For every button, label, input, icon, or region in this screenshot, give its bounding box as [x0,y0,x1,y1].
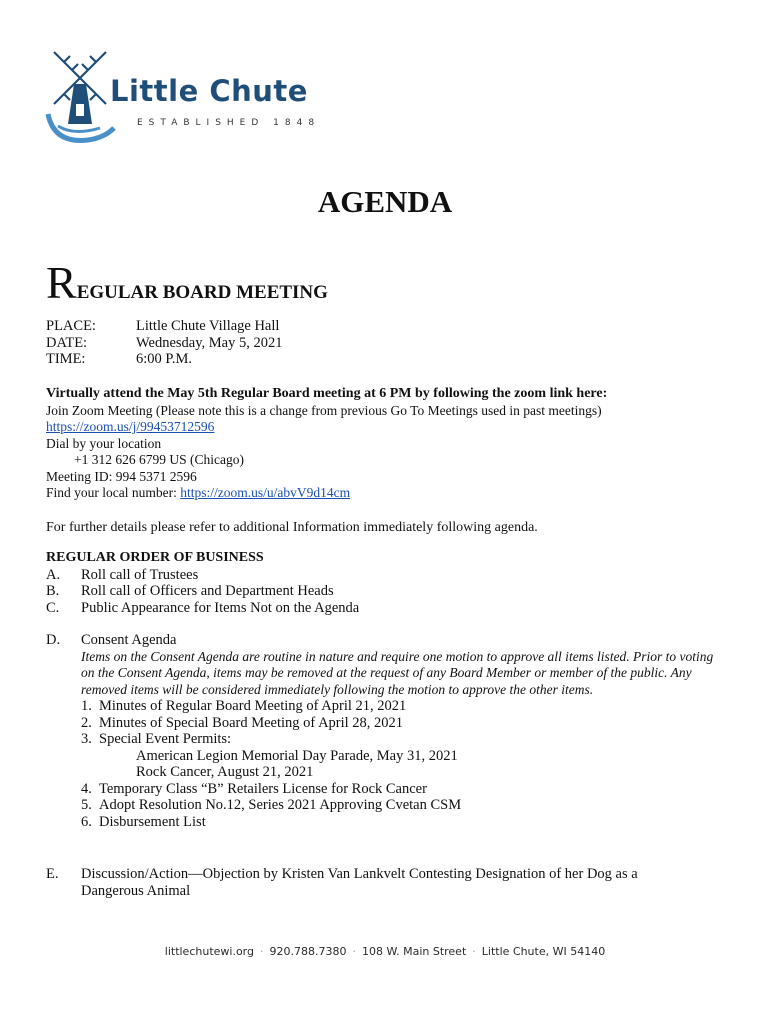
subitem-text: Special Event Permits: [99,731,232,747]
virtual-heading: Virtually attend the May 5th Regular Board meeting at 6 PM by following the zoom link here: [46,386,608,401]
item-letter: B. [46,583,60,599]
logo-established: ESTABLISHED 1848 [137,118,321,128]
info-row-date [46,335,283,352]
dial-text: Dial by your location [46,435,162,451]
item-text-line2: Dangerous Animal [81,882,191,899]
permit-detail: Rock Cancer, August 21, 2021 [136,764,314,780]
meeting-info [46,318,283,368]
consent-title: Consent Agenda [81,632,177,648]
agenda-item [46,583,359,600]
consent-subitem [81,797,721,814]
item-text: Roll call of Trustees [81,566,199,583]
subitem-text: Minutes of Regular Board Meeting of April 21, 2021 [99,698,407,714]
dial-phone: +1 312 626 6799 US (Chicago) [74,452,244,467]
village-logo [44,44,344,149]
consent-subitem [81,814,721,831]
virtual-attendance [46,386,607,502]
subitem-number: 3. [81,731,92,747]
info-value: 6:00 P.M. [136,351,193,367]
meeting-heading-initial: R [46,257,77,308]
subitem-number: 2. [81,714,92,731]
info-row-time [46,351,283,368]
item-letter: E. [46,866,59,882]
subitem-text: Temporary Class “B” Retailers License for Rock Cancer [99,780,427,797]
footer-address: 108 W. Main Street [361,945,467,958]
local-number-link[interactable]: https://zoom.us/u/abvV9d14cm [180,485,351,500]
consent-subitem [81,781,721,798]
meeting-heading-rest: EGULAR BOARD MEETING [76,282,328,303]
agenda-item [46,600,359,617]
page-title: AGENDA [317,184,453,219]
subitem-number: 4. [81,780,92,797]
footer-website: littlechutewi.org [164,945,254,958]
footer-separator: · [472,945,476,958]
item-text: Public Appearance for Items Not on the Agenda [81,599,360,616]
consent-agenda [46,632,721,830]
agenda-item [46,866,638,899]
info-label: PLACE: [46,318,96,334]
permit-detail: American Legion Memorial Day Parade, May 31, 2021 [136,747,458,764]
meeting-heading [46,256,328,309]
order-of-business [46,550,359,616]
info-value: Little Chute Village Hall [136,318,280,334]
subitem-text: Minutes of Special Board Meeting of April 28, 2021 [99,714,404,731]
info-label: DATE: [46,334,88,351]
info-label: TIME: [46,351,86,367]
item-letter: D. [46,632,61,648]
info-value: Wednesday, May 5, 2021 [136,334,283,351]
zoom-join-text: Join Zoom Meeting (Please note this is a change from previous Go To Meetings used in past meetings) [46,402,602,418]
consent-subitem [81,698,721,715]
meeting-id: Meeting ID: 994 5371 2596 [46,468,197,484]
agenda-item [46,567,359,584]
item-text-line1: Discussion/Action—Objection by Kristen Van Lankvelt Contesting Designation of her Dog as a [81,866,638,882]
order-heading: REGULAR ORDER OF BUSINESS [46,550,264,565]
consent-subitem [81,715,721,732]
consent-subitem [81,731,721,748]
subitem-number: 6. [81,813,92,830]
info-row-place [46,318,283,335]
subitem-text: Disbursement List [99,813,206,830]
page-footer [0,945,770,958]
footer-separator: · [260,945,264,958]
local-number-label: Find your local number: [46,485,181,500]
footer-separator: · [352,945,356,958]
further-details: For further details please refer to additional Information immediately following agenda. [46,520,538,535]
subitem-text: Adopt Resolution No.12, Series 2021 Approving Cvetan CSM [99,797,462,813]
agenda-item-e [46,866,638,899]
footer-phone: 920.788.7380 [269,945,347,958]
footer-city: Little Chute, WI 54140 [481,945,606,958]
item-letter: A. [46,566,61,583]
consent-description: Items on the Consent Agenda are routine in nature and require one motion to approve all items listed. Prior to voting on the Consent Agenda, items may be removed at the request of any Board Member or member of the public. Any removed items will be considered immediately following the motion to approve the other items. [81,648,714,697]
item-letter: C. [46,599,60,616]
subitem-number: 5. [81,797,92,813]
zoom-meeting-link[interactable]: https://zoom.us/j/99453712596 [46,419,215,434]
subitem-number: 1. [81,698,92,714]
agenda-item-consent [46,632,721,830]
item-text: Roll call of Officers and Department Heads [81,583,334,599]
logo-name: Little Chute [110,74,308,108]
